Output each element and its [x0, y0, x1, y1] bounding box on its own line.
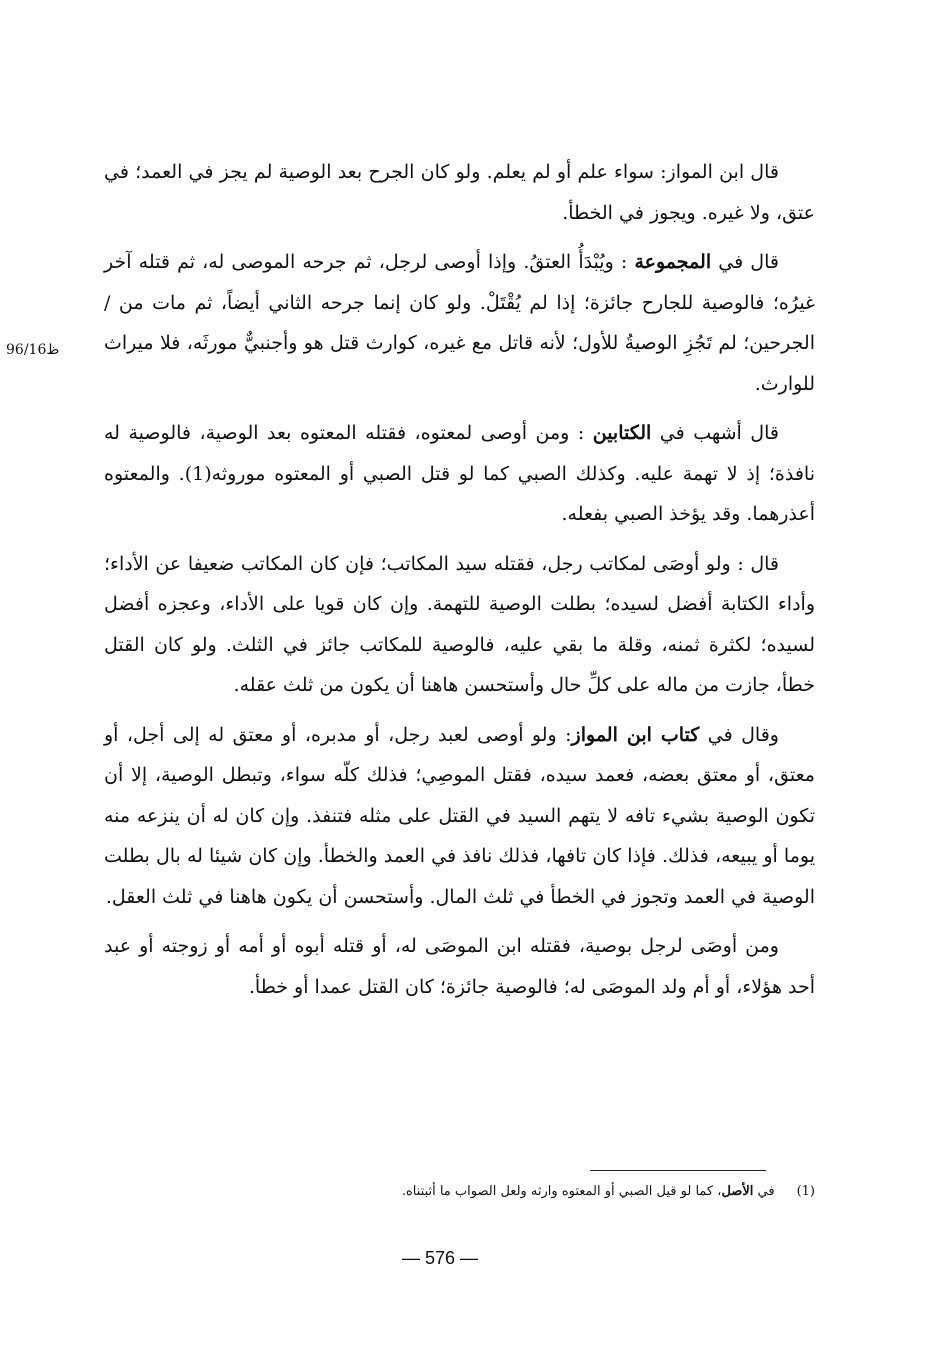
paragraph-2	[104, 242, 815, 404]
paragraph-text: ومن أوصَى لرجل بوصية، فقتله ابن الموصَى له، أو قتله أبوه أو أمه أو زوجته أو عبد أحد هؤلاء، أو أم ولد الموصَى له؛ فالوصية جائزة؛ كان القتل عمدا أو خطأ.	[104, 935, 815, 998]
body-text	[104, 152, 815, 1016]
source-title: المجموعة	[634, 251, 712, 273]
paragraph-text: قال ابن المواز: سواء علم أو لم يعلم. ولو كان الجرح بعد الوصية لم يجز في العمد؛ في عتق، ولا غيره. ويجوز في الخطأ.	[104, 161, 815, 224]
source-title: كتاب ابن المواز	[571, 723, 700, 746]
paragraph-6	[104, 926, 815, 1007]
paragraph-text: : ولو أوصى لعبد رجل، أو مدبره، أو معتق له إلى أجل، أو معتق، أو معتق بعضه، فعمد سيده، فقتل الموصِي؛ فذلك كلّه سواء، وتبطل الوصية، إلا أن تكون الوصية بشيء تافه لا يتهم السيد في القتل على مثله فتنفذ. وإن كان له أن ينزعه منه يوما أو يبيعه، فذلك. فإذا كان تافها، فذلك نافذ في العمد والخطأ. وإن كان شيئا له بال بطلت الوصية في العمد وتجوز في الخطأ في ثلث المال. وأستحسن أن يكون هاهنا في ثلث العقل.	[104, 723, 815, 908]
paragraph-text: : ومن أوصى لمعتوه، فقتله المعتوه بعد الوصية، فالوصية له نافذة؛ إذ لا تهمة عليه. وكذلك الصبي كما لو قتل الصبي أو المعتوه موروثه(1). والمعتوه أعذرهما. وقد يؤخذ الصبي بفعله.	[104, 422, 816, 525]
footnote-divider	[590, 1170, 766, 1171]
paragraph-3	[104, 413, 815, 535]
footnote-text: ، كما لو قيل الصبي أو المعتوه وارثه ولعل الصواب ما أثبتناه.	[401, 1184, 722, 1199]
footnote-lead: في	[753, 1184, 775, 1199]
paragraph-1	[104, 152, 815, 233]
page-number: — 576 —	[401, 1248, 479, 1268]
footnote-number: (1)	[796, 1184, 815, 1199]
paragraph-lead: قال أشهب في	[651, 422, 779, 444]
paragraph-4	[104, 544, 815, 706]
margin-folio-note: 96/16ظ	[6, 342, 60, 358]
source-title: الكتابين	[592, 422, 652, 444]
paragraph-text: : ويُبْدَأُ العتقُ. وإذا أوصى لرجل، ثم جرحه الموصى له، ثم قتله آخر غيرُه؛ فالوصية للجارح جائزة؛ إذا لم يُقْتَلْ. ولو كان إنما جرحه الثاني أيضاً، ثم مات من / الجرحين؛ لم تَجُزِ الوصيةُ للأول؛ لأنه قاتل مع غيره، كوارث قتل هو وأجنبيٌّ مورثَه، فلا ميراث للوارث.	[104, 251, 815, 395]
paragraph-lead: وقال في	[699, 723, 779, 746]
paragraph-lead: قال في	[711, 251, 779, 273]
paragraph-text: قال : ولو أوصَى لمكاتب رجل، فقتله سيد المكاتب؛ فإن كان المكاتب ضعيفا عن الأداء؛ وأداء الكتابة أفضل لسيده؛ بطلت الوصية للتهمة. وإن كان قويا على الأداء، وعجزه أفضل لسيده؛ لكثرة ثمنه، وقلة ما بقي عليه، فالوصية للمكاتب جائز في الثلث. ولو كان القتل خطأ، جازت من ماله على كلِّ حال وأستحسن هاهنا أن يكون من ثلث عقله.	[104, 552, 815, 696]
paragraph-5	[104, 715, 815, 918]
footnote-source: الأصل	[721, 1184, 754, 1199]
footnote	[270, 1180, 815, 1204]
